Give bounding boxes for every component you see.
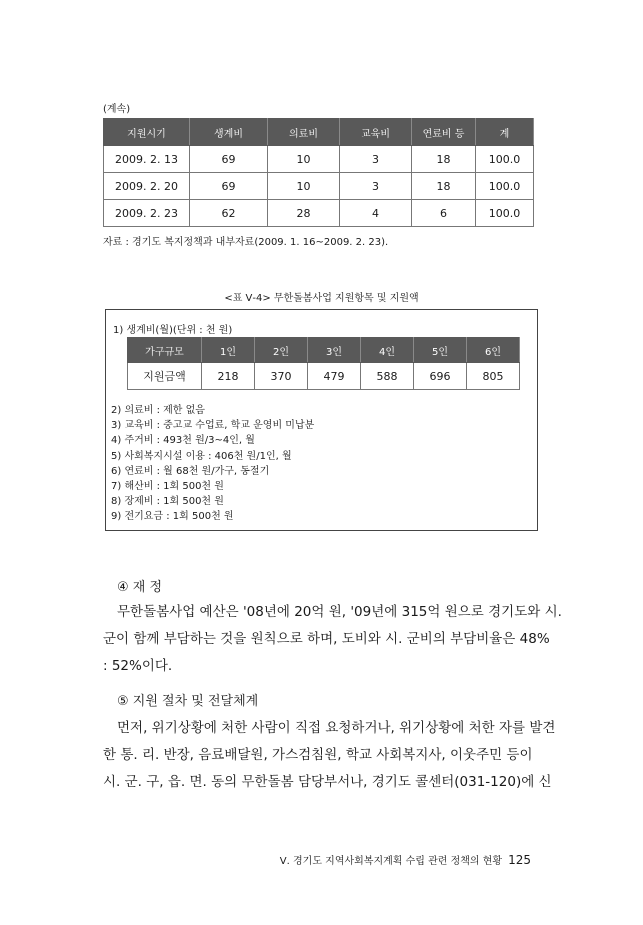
table-cell: 6 [412,200,476,227]
table-header-row [128,338,520,363]
table-row [104,173,534,200]
header-cell: 계 [476,119,534,146]
header-cell: 지원시기 [104,119,190,146]
list-item: 6) 연료비 : 월 68천 원/가구, 동절기 [111,465,270,477]
footer-chapter-title: Ⅴ. 경기도 지역사회복지계획 수립 관련 정책의 현황 [279,856,503,867]
table-header-row [104,119,534,146]
table-cell: 2009. 2. 23 [104,200,190,227]
household-support-table [127,337,520,390]
table-cell: 2009. 2. 20 [104,173,190,200]
section-heading-procedure: ⑤ 지원 절차 및 전달체계 [117,694,259,709]
table-cell: 370 [255,363,308,390]
box-title: 1) 생계비(월)(단위 : 천 원) [113,325,233,336]
table-cell: 62 [190,200,268,227]
source-note: 자료 : 경기도 복지정책과 내부자료(2009. 1. 16~2009. 2. 23). [103,237,389,248]
paragraph-line: 한 통. 리. 반장, 음료배달원, 가스검침원, 학교 사회복지사, 이웃주민 등이 [103,747,533,763]
table-cell: 100.0 [476,173,534,200]
list-item: 3) 교육비 : 중고교 수업료, 학교 운영비 미납분 [111,420,315,432]
page-number: 125 [508,853,531,867]
list-item: 7) 해산비 : 1회 500천 원 [111,481,224,493]
support-ratio-table [103,118,534,227]
header-cell: 연료비 등 [412,119,476,146]
paragraph-line: 먼저, 위기상황에 처한 사람이 직접 요청하거나, 위기상황에 처한 자를 발견 [117,720,556,736]
continued-label: (계속) [103,104,131,115]
table-cell: 3 [340,173,412,200]
header-cell: 3인 [308,338,361,363]
list-item: 5) 사회복지시설 이용 : 406천 원/1인, 월 [111,450,292,462]
support-items-list [111,403,314,525]
table-cell: 2009. 2. 13 [104,146,190,173]
table-cell: 지원금액 [128,363,202,390]
table-row [104,200,534,227]
table-cell: 479 [308,363,361,390]
table-cell: 10 [268,146,340,173]
table-caption: <표 Ⅴ-4> 무한돌봄사업 지원항목 및 지원액 [224,293,419,304]
paragraph-line: 군이 함께 부담하는 것을 원칙으로 하며, 도비와 시. 군비의 부담비율은 48% [103,631,550,647]
table-cell: 805 [467,363,520,390]
table-cell: 218 [202,363,255,390]
header-cell: 4인 [361,338,414,363]
table-cell: 18 [412,173,476,200]
list-item: 9) 전기요금 : 1회 500천 원 [111,511,234,523]
table-cell: 100.0 [476,146,534,173]
table-cell: 696 [414,363,467,390]
page-footer [280,852,531,867]
header-cell: 가구규모 [128,338,202,363]
header-cell: 6인 [467,338,520,363]
table-cell: 3 [340,146,412,173]
table-cell: 69 [190,146,268,173]
table-row [104,146,534,173]
list-item: 2) 의료비 : 제한 없음 [111,405,205,416]
table-cell: 4 [340,200,412,227]
header-cell: 5인 [414,338,467,363]
header-cell: 생계비 [190,119,268,146]
list-item: 8) 장제비 : 1회 500천 원 [111,496,224,508]
table-cell: 588 [361,363,414,390]
header-cell: 의료비 [268,119,340,146]
table-cell: 18 [412,146,476,173]
header-cell: 2인 [255,338,308,363]
table-cell: 28 [268,200,340,227]
paragraph-line: 시. 군. 구, 읍. 면. 동의 무한돌봄 담당부서나, 경기도 콜센터(031-120)에 신 [103,774,552,790]
header-cell: 1인 [202,338,255,363]
table-cell: 10 [268,173,340,200]
list-item: 4) 주거비 : 493천 원/3~4인, 월 [111,435,255,447]
section-heading-finance: ④ 재 정 [117,580,163,595]
table-row [128,363,520,390]
paragraph-line: : 52%이다. [103,658,173,674]
paragraph-line: 무한돌봄사업 예산은 '08년에 20억 원, '09년에 315억 원으로 경기도와 시. [117,604,562,620]
table-cell: 100.0 [476,200,534,227]
header-cell: 교육비 [340,119,412,146]
table-cell: 69 [190,173,268,200]
